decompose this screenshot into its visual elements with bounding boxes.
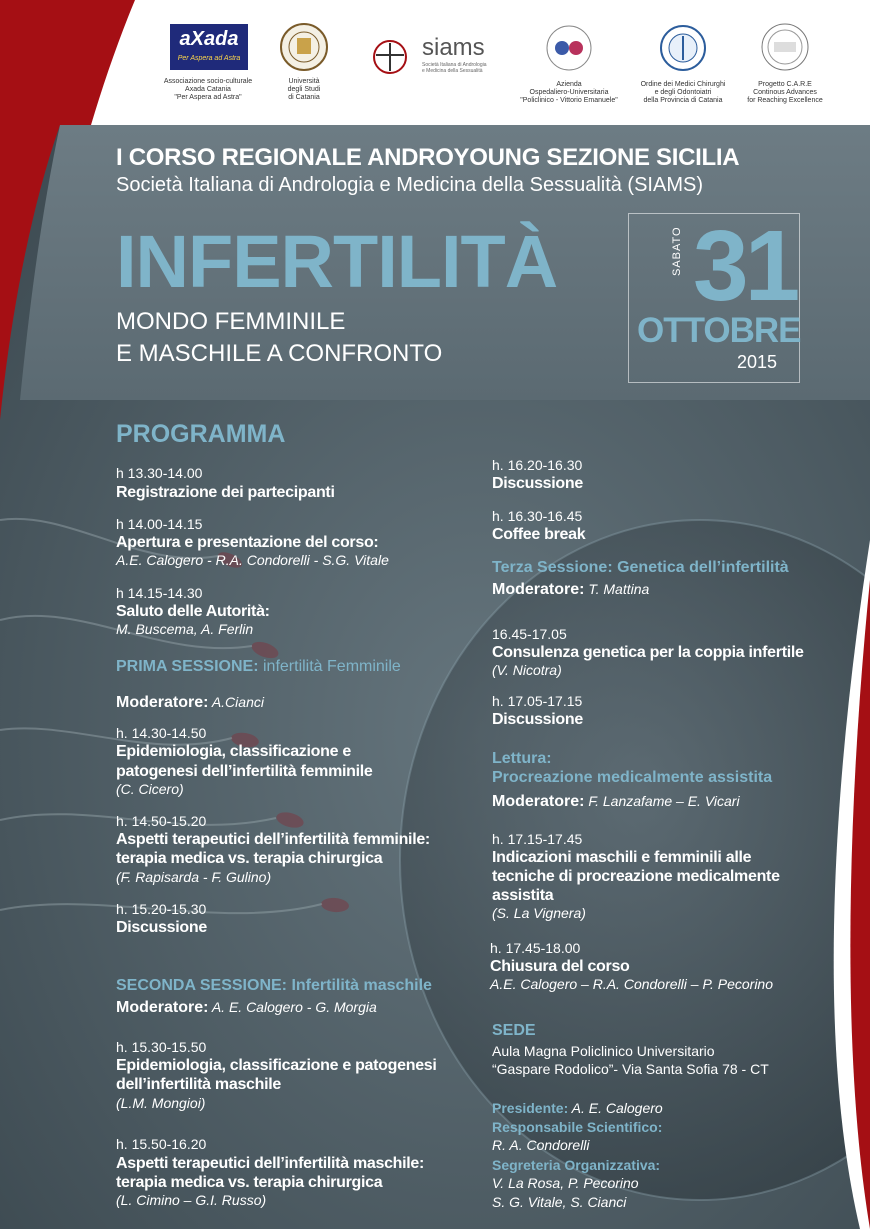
- r-e3-time: 16.45-17.05: [492, 626, 567, 642]
- r-e5-title-3: assistita: [492, 887, 554, 904]
- r-presidente: [492, 1100, 663, 1117]
- ordine-medici-logo-icon: [659, 24, 707, 72]
- r-e2-time: h. 16.30-16.45: [492, 508, 583, 524]
- siams-logo-text: siams: [422, 34, 485, 61]
- r-sede-line-1: Aula Magna Policlinico Universitario: [492, 1043, 715, 1059]
- r-resp: R. A. Condorelli: [492, 1137, 590, 1153]
- l-e8-title-1: Aspetti terapeutici dell’infertilità maschile:: [116, 1155, 425, 1172]
- topic-line-2: E MASCHILE A CONFRONTO: [116, 340, 443, 367]
- l-e1-title: Registrazione dei partecipanti: [116, 484, 335, 501]
- l-e2-speakers: A.E. Calogero - R.A. Condorelli - S.G. Vitale: [116, 552, 389, 568]
- r-segr-label: Segreteria Organizzativa:: [492, 1157, 661, 1173]
- l-e7-speakers: (L.M. Mongioi): [116, 1095, 206, 1111]
- r-lettura: Lettura:: [492, 750, 552, 767]
- r-segr-2: S. G. Vitale, S. Cianci: [492, 1194, 627, 1210]
- siams-vitruvian-icon: [370, 37, 410, 77]
- r-pres-label: Presidente:: [492, 1100, 569, 1116]
- r-e5-speakers: (S. La Vignera): [492, 905, 586, 921]
- program-title: PROGRAMMA: [116, 420, 286, 448]
- l-e8-time: h. 15.50-16.20: [116, 1136, 207, 1152]
- r-session-3: Terza Sessione: Genetica dell’infertilità: [492, 559, 789, 576]
- l-s2-name: Infertilità maschile: [291, 977, 432, 994]
- r-s3-mod-label: Moderatore:: [492, 581, 585, 598]
- l-s1-moderator: [116, 694, 264, 711]
- l-session-2: [116, 976, 432, 995]
- l-s1-mod: A.Cianci: [211, 694, 264, 710]
- r-e6-speakers: A.E. Calogero – R.A. Condorelli – P. Pecorino: [490, 976, 774, 992]
- course-title: I CORSO REGIONALE ANDROYOUNG SEZIONE SICILIA: [116, 144, 740, 171]
- axada-logo-text: aXada: [179, 28, 239, 50]
- university-seal-icon: [279, 22, 329, 72]
- l-e3-title: Saluto delle Autorità:: [116, 603, 270, 620]
- r-e5-time: h. 17.15-17.45: [492, 831, 583, 847]
- r-e4-time: h. 17.05-17.15: [492, 693, 583, 709]
- r-s3-mod: T. Mattina: [588, 581, 650, 597]
- university-caption: Università degli Studi di Catania: [287, 78, 321, 101]
- l-e7-title-2: dell’infertilità maschile: [116, 1076, 282, 1093]
- topic-line-1: MONDO FEMMINILE: [116, 308, 346, 335]
- r-e1-title: Discussione: [492, 475, 583, 492]
- l-s2-mod-label: Moderatore:: [116, 999, 209, 1016]
- l-e5-title-2: terapia medica vs. terapia chirurgica: [116, 850, 383, 867]
- date-day: 31: [693, 210, 797, 322]
- l-e8-speakers: (L. Cimino – G.I. Russo): [116, 1192, 267, 1208]
- r-l-mod-label: Moderatore:: [492, 793, 585, 810]
- siams-logo-small: Società Italiana di Andrologia e Medicina della Sessualità: [422, 62, 487, 74]
- l-e7-time: h. 15.30-15.50: [116, 1039, 207, 1055]
- r-e2-title: Coffee break: [492, 526, 586, 543]
- policlinico-logo-icon: [545, 24, 593, 72]
- l-e7-title-1: Epidemiologia, classificazione e patogenesi: [116, 1057, 437, 1074]
- l-s1-mod-label: Moderatore:: [116, 694, 209, 711]
- r-e5-title-1: Indicazioni maschili e femminili alle: [492, 849, 752, 866]
- l-e8-title-2: terapia medica vs. terapia chirurgica: [116, 1174, 383, 1191]
- date-month: OTTOBRE: [637, 311, 801, 350]
- l-e4-speakers: (C. Cicero): [116, 781, 184, 797]
- society-subtitle: Società Italiana di Andrologia e Medicina della Sessualità (SIAMS): [116, 174, 703, 196]
- l-e2-title: Apertura e presentazione del corso:: [116, 534, 379, 551]
- l-session-1: [116, 657, 401, 676]
- r-e6-title: Chiusura del corso: [490, 958, 630, 975]
- axada-caption: Associazione socio-culturale Axada Catania "Per Aspera ad Astra": [163, 78, 253, 101]
- l-e5-speakers: (F. Rapisarda - F. Gulino): [116, 869, 272, 885]
- policlinico-caption: Azienda Ospedaliero-Universitaria "Policlinico - Vittorio Emanuele": [520, 81, 618, 104]
- axada-logo-tagline: Per Aspera ad Astra: [177, 55, 241, 62]
- r-lettura-title: Procreazione medicalmente assistita: [492, 769, 773, 786]
- l-e4-time: h. 14.30-14.50: [116, 725, 207, 741]
- l-e2-time: h 14.00-14.15: [116, 516, 203, 532]
- r-segr-1: V. La Rosa, P. Pecorino: [492, 1175, 639, 1191]
- date-box: [628, 210, 801, 383]
- l-e6-time: h. 15.20-15.30: [116, 901, 207, 917]
- r-e6-time: h. 17.45-18.00: [490, 940, 581, 956]
- l-s1-prefix: PRIMA SESSIONE:: [116, 658, 259, 675]
- r-e4-title: Discussione: [492, 711, 583, 728]
- r-lettura-moderator: [492, 793, 740, 810]
- r-e3-speakers: (V. Nicotra): [492, 662, 562, 678]
- topic-title: INFERTILITÀ: [116, 220, 558, 303]
- r-sede-label: SEDE: [492, 1022, 536, 1039]
- l-s1-name: infertilità Femminile: [263, 658, 401, 675]
- r-l-mod: F. Lanzafame – E. Vicari: [588, 793, 740, 809]
- l-s2-mod: A. E. Calogero - G. Morgia: [211, 999, 377, 1015]
- r-e3-title: Consulenza genetica per la coppia infertile: [492, 644, 804, 661]
- ordine-medici-caption: Ordine dei Medici Chirurghi e degli Odontoiatri della Provincia di Catania: [640, 81, 726, 104]
- l-e3-time: h 14.15-14.30: [116, 585, 203, 601]
- l-e4-title-2: patogenesi dell’infertilità femminile: [116, 763, 373, 780]
- l-e3-speakers: M. Buscema, A. Ferlin: [116, 621, 254, 637]
- r-pres: A. E. Calogero: [571, 1100, 663, 1116]
- l-e5-title-1: Aspetti terapeutici dell’infertilità femminile:: [116, 831, 430, 848]
- r-s3-moderator: [492, 581, 649, 598]
- topic-subtitle: [116, 306, 442, 370]
- axada-logo: [170, 24, 248, 70]
- l-s2-moderator: [116, 999, 377, 1016]
- care-project-logo-icon: [760, 22, 810, 72]
- r-e1-time: h. 16.20-16.30: [492, 457, 583, 473]
- l-e1-time: h 13.30-14.00: [116, 465, 203, 481]
- l-e4-title-1: Epidemiologia, classificazione e: [116, 743, 351, 760]
- r-resp-label: Responsabile Scientifico:: [492, 1119, 663, 1135]
- date-year: 2015: [737, 352, 778, 372]
- care-project-caption: Progetto C.A.R.E Continous Advances for Reaching Excellence: [747, 81, 823, 104]
- r-e5-title-2: tecniche di procreazione medicalmente: [492, 868, 780, 885]
- l-e5-time: h. 14.50-15.20: [116, 813, 207, 829]
- l-s2-prefix: SECONDA SESSIONE:: [116, 977, 287, 994]
- r-sede-line-2: “Gaspare Rodolico”- Via Santa Sofia 78 - CT: [492, 1061, 769, 1077]
- date-weekday: SABATO: [671, 226, 683, 276]
- l-e6-title: Discussione: [116, 919, 207, 936]
